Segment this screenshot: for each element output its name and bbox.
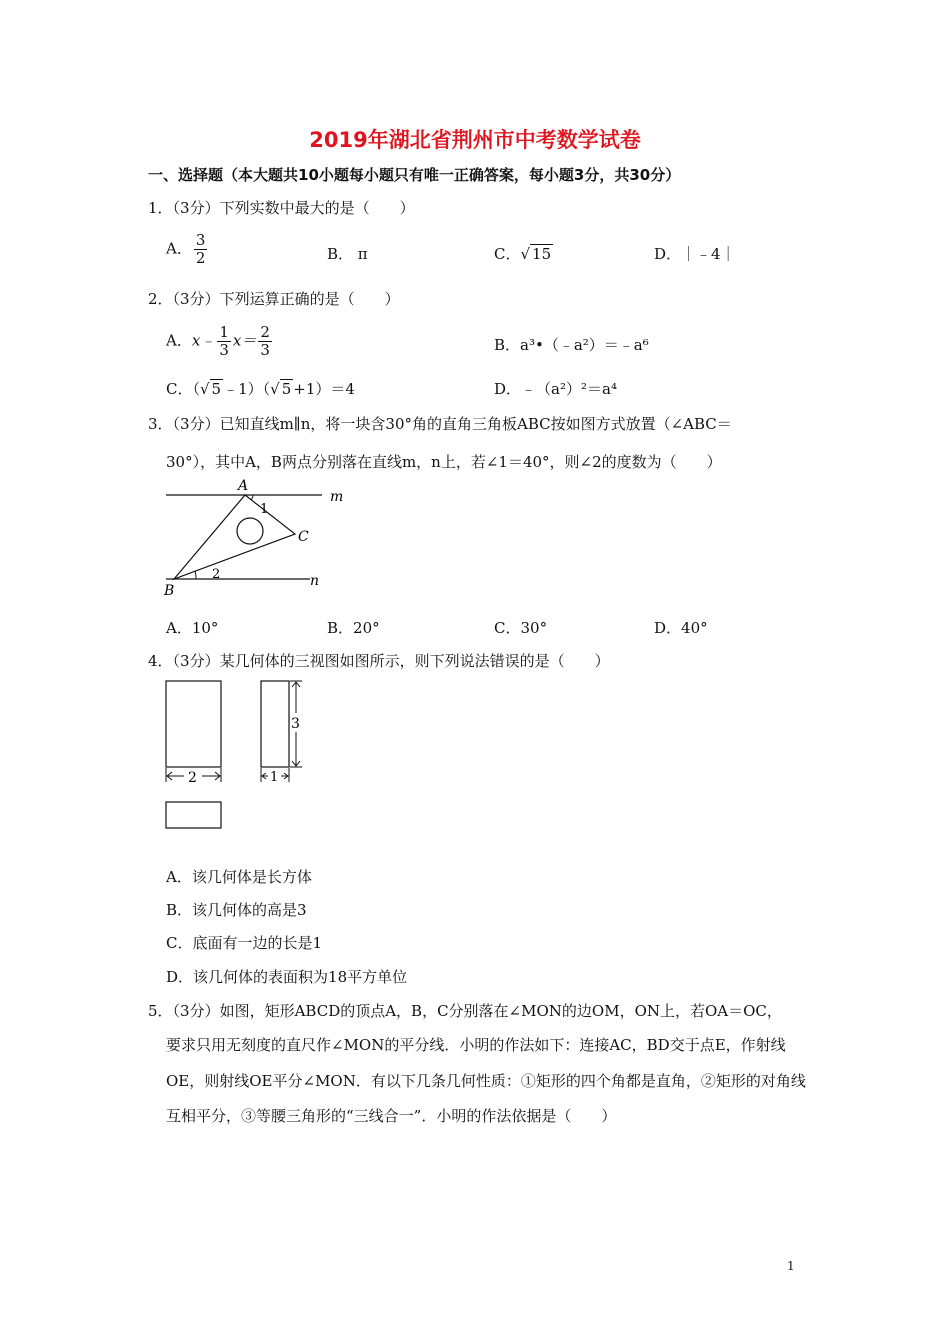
q4-option-d: D．该几何体的表面积为18平方单位 xyxy=(166,968,408,986)
label-angle-2: 2 xyxy=(212,567,221,582)
angle-2-arc xyxy=(195,571,196,579)
q2-option-c xyxy=(166,378,355,399)
q3-stem-line2: 30°），其中A，B两点分别落在直线m，n上，若∠1＝40°，则∠2的度数为（ ） xyxy=(166,453,722,471)
q2-option-a-fraction-1 xyxy=(217,324,231,359)
q1-option-a-fraction xyxy=(194,232,208,267)
q1-option-a xyxy=(166,232,209,267)
q3-option-d: D．40° xyxy=(654,619,708,637)
sqrt-symbol: √ 5 xyxy=(199,380,222,398)
sqrt-symbol: √ 5 xyxy=(270,380,292,398)
fraction-denominator: 2 xyxy=(195,249,206,267)
q5-stem-rest: 要求只用无刻度的直尺作∠MON的平分线．小明的作法如下：连接AC，BD交于点E，作射线OE，则射线OE平分∠MON．有以下几条几何性质：①矩形的四个角都是直角，②矩形的对角线互相平分，③等腰三角形的“三线合一”．小明的作法依据是（ ） xyxy=(166,1036,806,1125)
q1-option-a-label: A． xyxy=(166,239,192,258)
radicand: 15 xyxy=(532,245,552,263)
q4-option-c: C．底面有一边的长是1 xyxy=(166,934,323,952)
q2-option-c-mid: ﹣1）（ xyxy=(223,380,271,398)
page-number: 1 xyxy=(787,1259,795,1273)
triangle-hole xyxy=(237,518,263,544)
q4-stem: 4．（3分）某几何体的三视图如图所示，则下列说法错误的是（ ） xyxy=(148,652,610,670)
q2-option-c-label: C．（ xyxy=(166,380,200,398)
label-c: C xyxy=(298,529,309,545)
dim-label-height: 3 xyxy=(291,716,300,732)
front-view xyxy=(166,681,221,767)
q3-triangle-figure xyxy=(160,476,360,600)
q4-three-view-figure xyxy=(160,676,310,834)
q2-option-a-fraction-2 xyxy=(258,324,272,359)
radicand: 5 xyxy=(211,380,222,398)
q2-option-c-end: +1）＝4 xyxy=(293,380,355,398)
fraction-denominator: 3 xyxy=(260,341,270,359)
fraction-numerator: 2 xyxy=(260,323,270,341)
q4-option-a: A．该几何体是长方体 xyxy=(166,868,312,886)
top-view xyxy=(166,802,221,828)
q2-option-a xyxy=(166,324,274,359)
dim-label-width: 2 xyxy=(188,770,197,786)
q1-option-d: D．｜﹣4｜ xyxy=(654,245,736,263)
q3-option-a: A．10° xyxy=(166,619,219,637)
label-m: m xyxy=(330,489,344,505)
radicand: 5 xyxy=(281,380,292,398)
triangle-abc xyxy=(174,495,295,579)
fraction-denominator: 3 xyxy=(219,341,229,359)
q1-stem: 1．（3分）下列实数中最大的是（ ） xyxy=(148,199,415,217)
q3-option-b: B．20° xyxy=(327,619,380,637)
q2-option-d: D．﹣（a²）²＝a⁴ xyxy=(494,380,617,398)
fraction-numerator: 3 xyxy=(195,231,206,249)
q1-option-b: B． π xyxy=(327,245,368,263)
angle-1-arc xyxy=(251,495,253,500)
label-a: A xyxy=(238,478,249,494)
q2-option-a-x: x﹣ xyxy=(191,331,216,350)
side-view xyxy=(261,681,289,767)
section-heading: 一、选择题（本大题共10小题每小题只有唯一正确答案，每小题3分，共30分） xyxy=(148,166,681,184)
q2-option-a-mid: x＝ xyxy=(232,331,257,350)
label-b: B xyxy=(164,583,175,599)
q3-option-c: C．30° xyxy=(494,619,548,637)
label-angle-1: 1 xyxy=(260,502,269,517)
q3-stem-line1: 3．（3分）已知直线m∥n，将一块含30°角的直角三角板ABC按如图方式放置（∠ABC＝ xyxy=(148,415,732,433)
dim-label-depth: 1 xyxy=(270,770,279,785)
label-n: n xyxy=(310,573,320,589)
q5-stem-line1: 5．（3分）如图，矩形ABCD的顶点A，B，C分别落在∠MON的边OM，ON上，若OA＝OC， xyxy=(148,1002,782,1020)
q2-option-b: B．a³•（﹣a²）＝﹣a⁶ xyxy=(494,336,649,354)
sqrt-symbol: √ 15 xyxy=(520,245,552,263)
fraction-numerator: 1 xyxy=(219,323,229,341)
q1-option-c xyxy=(494,243,553,264)
q4-option-b: B．该几何体的高是3 xyxy=(166,901,307,919)
q1-option-c-label: C． xyxy=(494,245,521,263)
q2-option-a-label: A． xyxy=(166,331,192,350)
page-title: 2019年湖北省荆州市中考数学试卷 xyxy=(309,128,641,152)
q2-stem: 2．（3分）下列运算正确的是（ ） xyxy=(148,290,400,308)
